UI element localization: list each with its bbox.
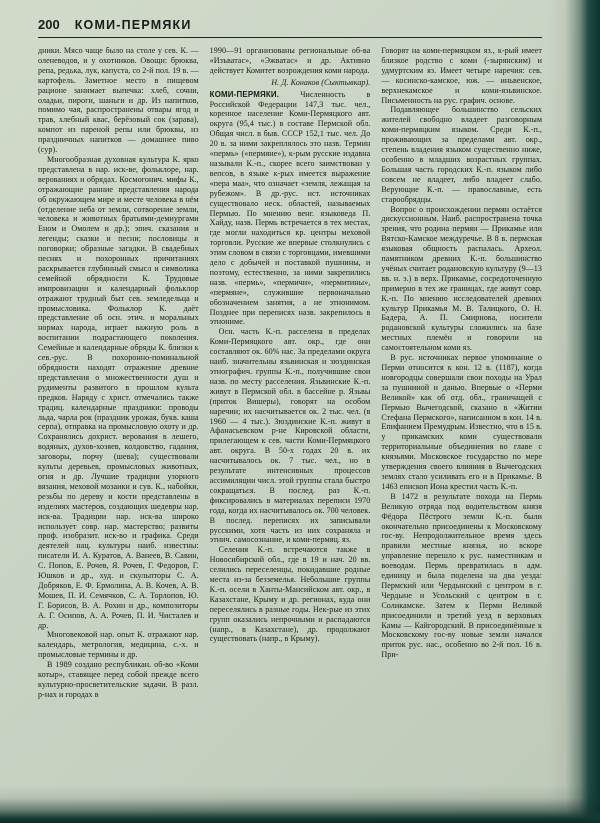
body-paragraph: дники. Мясо чаще было на столе у сев. К. — оленеводов, и у охотников. Овощи: брюква, репа, редька, лук, капуста, со 2-й пол. 19 в. — картофель. Заметное место в пищевом рационе занимает выпечка: хлеб, сочни, оладьи, пироги, шаньги и др. Из напитков, помимо чая, распространены отвары ягод и трав, хлебный квас, берёзовый сок (зарава), компот из пареной репы или брюквы, из праздничных напитков — домашнее пиво (сур). [38,46,199,155]
body-paragraph: Многовековой нар. опыт К. отражают нар. календарь, метрология, медицина, с.-х. и промысловые термины и др. [38,630,199,660]
column-2 [210,46,371,792]
column-3 [381,46,542,792]
column-1 [38,46,199,792]
article-headword: КОМИ-ПЕРМЯКИ. [209,89,280,99]
author-byline: Н. Д. Конаков (Сыктывкар). [271,77,371,87]
article-lead-text: Численность в Российской Федерации 147,3 тыс. чел., коренное население Коми-Пермяцкого авт. округа (95,4 тыс.) в составе Пермской обл. Общая числ. в быв. СССР 152,1 тыс. чел. До 20 в. за ними закреплялось это назв. Термин «пермь» («пермяне»), к-рым русские издавна называли К.-п., скорее всего заимствован у вепсов, в языке к-рых имеется выражение «пера маа», что означает «земля, лежащая за рубежом». В др.-рус. ист. источниках существовало неск. областей, называемых Пермью. По мнению венг. языковеда П. Хайду, назв. Пермь встречается в тех местах, где могли находиться кр. центры меховой торговли. Русские же впервые столкнулись с этим словом в связи с торговцами, имевшими дело с добычей и поставкой пушнины, и поэтому, естественно, за ними закрепились назв. «пермь», «пермичи», «пермитины», «пермяне», служившие первоначально обозначением занятия, а не этнонимом. Позднее при переписях назв. закрепилось в этнониме. [209,89,371,327]
header-divider [38,37,542,38]
running-title: КОМИ-ПЕРМЯКИ [74,18,192,32]
text-columns [38,46,542,792]
body-paragraph: Осн. часть К.-п. расселена в пределах Коми-Пермяцкого авт. окр., где они составляют ок. 60% нас. За пределами округа наиб. значительны язьвинская и зюздинская этнографич. группы К.-п., получившие свои назв. по месту расселения. Язьвинские К.-п. живут в Пермской обл. в бассейне р. Язьвы (приток Вишеры), говорят на особом наречии; их насчитывается ок. 2 тыс. чел. (в 1960 — 4 тыс.). Зюздинские К.-п. живут в Афанасьевском р-не Кировской области, прилегающем к сев. части Коми-Пермяцкого авт. округа. В 50-х годах 20 в. их насчитывалось ок. 7 тыс. чел., но в результате интенсивных процессов ассимиляции числ. этой группы стала быстро сокращаться. В послед. раз К.-п. фиксировались в материалах переписи 1970 года, когда их насчитывалось ок. 700 человек. В послед. переписях их записывали русскими, хотя часть из них сохраняла и этнич. самосознание, и коми-пермяц. яз. [209,327,371,545]
body-paragraph: В 1989 создано республикан. об-во «Коми котыр», ставящее перед собой прежде всего культурно-просветительские задачи. В разл. р-нах и городах в [38,660,199,699]
body-paragraph: Говорят на коми-пермяцком яз., к-рый имеет близкое родство с коми (-зырянским) и удмуртским яз. Имеет четыре наречия: сев. — косинско-камское, юж. — иньвенское, верхнекамское и коми-язьвинское. Письменность на рус. графич. основе. [381,46,542,105]
body-paragraph: В 1472 в результате похода на Пермь Великую отряда под водительством князя Фёдора Пёстрого земли К.-п. были окончательно присоединены к Московскому гос-ву. Непродолжительное время здесь правили местные князья, но вскоре управление перешло к рус. наместникам и воеводам. Пермь превратилась в адм. единицу и была поделена на два уезда: Пермский или Чердынский с центром в г. Чердыне и Усольский с центром в г. Соликамске. Затем к Перми Великой присоединили и третий уезд в верховьях Камы — Кайгородский. В присоединённые к Московскому гос-ву новые земли начался приток рус. нас., особенно во 2-й пол. 16 в. При- [381,491,542,660]
body-paragraph: 1990—91 организованы региональные об-ва «Изъватас», «Эжватас» и др. Активно действует Комитет возрождения коми народа. [209,46,371,75]
body-paragraph: В рус. источниках первое упоминание о Перми относится к кон. 12 в. (1187), когда новгородцы совершали свои походы на Урал за пушниной и данью. Впервые о «Перми Великой» как об отд. обл., граничащей с Пермью Вычегодской, сказано в «Житии Стефана Пермского», написанном в кон. 14 в. Епифанием Премудрым. Известно, что в 15 в. у прикамских коми существовали территориальные объединения во главе с князьями. Московское государство по мере утверждения своего влияния в Вычегодских землях стало усиливать его и в Прикамье. В 1463 епископ Иона крестил часть К.-п. [381,353,542,491]
article-lead-paragraph [210,90,371,328]
body-paragraph: Подавляющее большинство сельских жителей свободно владеет разговорным коми-пермяцким языком. Среди К.-п., проживающих за пределами авт. окр., степень владения языком существенно ниже, особенно в младших возрастных группах. Большая часть городских К.-п. языком либо совсем не владеет, либо владеет слабо. Верующие К.-п. — православные, есть старообрядцы. [381,105,542,204]
page-header [38,17,538,32]
page-number: 200 [38,17,60,32]
body-paragraph: Селения К.-п. встречаются также в Новосибирской обл., где в 19 и нач. 20 вв. селились переселенцы, покидавшие родные места из-за безземелья. Небольшие группы К.-п. осели в Ханты-Мансийском авт. окр., в Казахстане, Крыму и др. регионах, куда они переселялись в разные годы. Нек-рые из этих групп оказались непрочными и распадаются (напр., в Казахстане), др. продолжают существовать (напр., в Крыму). [209,545,371,644]
body-paragraph: Вопрос о происхождении пермян остаётся дискуссионным. Наиб. распространена точка зрения, что родина пермян — Прикамье или Вятско-Камское междуречье. В 8 в. пермская языковая общность распалась. Археол. памятником древних К.-п. большинство учёных считает родановскую культуру (9—13 вв. н. э.) в верх. Прикамье, сосредоточенную примерно в тех же границах, где живут совр. К.-п. По мнению исследователей древних культур Прикамья М. В. Талицкого, О. Н. Бадера, А. П. Смирнова, носители родановской культуры сложились на базе местных племён и говорили на самостоятельном коми яз. [381,204,542,353]
body-paragraph: Многообразная духовная культура К. ярко представлена в нар. иск-ве, фольклоре, нар. верованиях и обрядах. Космогонич. мифы К., отражающие ранние представления народа об окружающем мире и месте человека в нём (отделение неба от земли, сотворение земли, человека и животных братьями-демиургами Еном и Омолем и др.); эпич. сказания и легенды; сказки и песни; пословицы и поговорки; образные загадки. В свадебных песнях и похоронных причитаниях раскрывается глубинный смысл и символика семейной обрядности К. Трудовые импровизации и календарный фольклор отражают трудный быт сев. земледельца и промысловика. Фольклор К. даёт представление об осн. этич. и моральных нормах народа, играет важную роль в воспитании подрастающего поколения. Семейные и календарные обряды К. близки к сев.-рус. В похоронно-поминальной обрядности находят отражение древние представления о множественности душ и рудименты развитого в прошлом культа предков. Наряду с христ. отмечались также традиц. календарные праздники: проводы льда, чарла рок (праздник урожая, букв. каша серпа), отправка на промысловую охоту и др. Сохранялись дохрист. верования в лешего, водяных, духов-хозяев, колдовство, гадания, заговоры, порчу (шева); существовали культы деревьев, промысловых животных, огня и др. Лучшие традиции узорного вязания, меховой мозаики и сув. К., набойки, резьбы по дереву и кости представлены в изделиях мастеров, создающих шедевры нар. иск-ва. Традиции нар. иск-ва широко использует совр. нар. мастерство; развиты проф. изобразит. иск-во и графика. Среди деятелей нац. культуры наиб. известны: писатели И. А. Куратов, А. Ванеев, В. Савин, С. Попов, Е. Рочев, Я. Рочев, Г. Федоров, Г. Юшков и др., худ. и скульпторы С. А. Добряков, Е. Ф. Ермолина, А. В. Кочев, А. В. Мошев, П. И. Семячков, С. А. Торлопов, Ю. Г. Борисов, В. А. Рохин и др., композиторы А. Г. Осипов, А. А. Рочев, П. И. Чисталев и др. [38,154,199,630]
page-edge-shadow-right [548,0,600,823]
